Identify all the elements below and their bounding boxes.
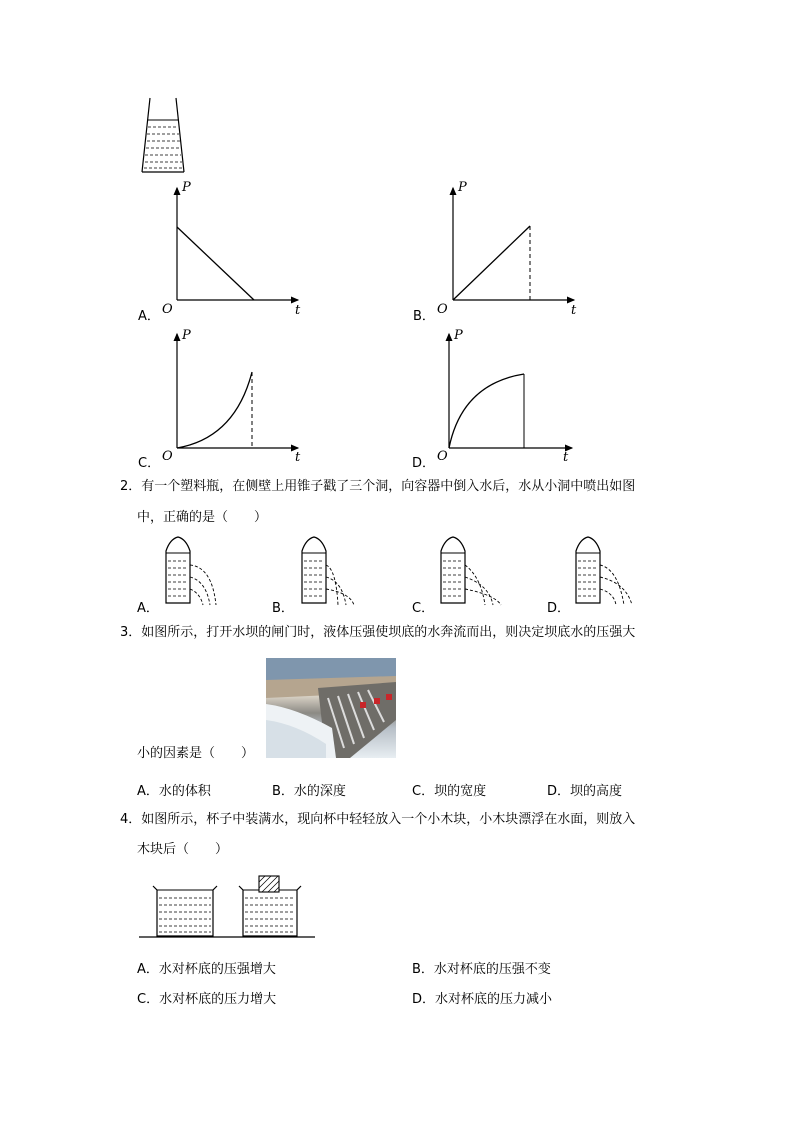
q3-stem-line1: 3．如图所示，打开水坝的闸门时，液体压强使坝底的水奔流而出，则决定坝底水的压强大: [120, 625, 636, 640]
graph-d-x-label: t: [563, 450, 569, 465]
q3-option-c[interactable]: C．坝的宽度: [412, 784, 487, 799]
q4-option-d[interactable]: D．水对杯底的压力减小: [412, 992, 553, 1007]
q4-stem-line2: 木块后（ ）: [137, 842, 229, 857]
option-d-label[interactable]: D．: [412, 456, 436, 471]
graph-a: [160, 178, 310, 313]
graph-a-origin: O: [162, 302, 173, 317]
graph-d-y-label: P: [454, 328, 463, 343]
graph-d-origin: O: [437, 449, 448, 464]
graph-a-y-label: P: [182, 180, 191, 195]
q4-option-c[interactable]: C．水对杯底的压力增大: [137, 992, 277, 1007]
q3-option-d[interactable]: D．坝的高度: [547, 784, 623, 799]
cups-figure: [135, 870, 320, 942]
q2-option-c[interactable]: C．: [412, 601, 435, 616]
q3-stem-line2: 小的因素是（ ）: [137, 746, 255, 761]
graph-b-y-label: P: [458, 180, 467, 195]
q3-option-a[interactable]: A．水的体积: [137, 784, 211, 799]
q4-option-b[interactable]: B．水对杯底的压强不变: [412, 962, 551, 977]
graph-b: [436, 178, 586, 313]
q2-option-b[interactable]: B．: [272, 601, 294, 616]
graph-c-y-label: P: [182, 328, 191, 343]
q2-option-d[interactable]: D．: [547, 601, 571, 616]
q4-option-a[interactable]: A．水对杯底的压强增大: [137, 962, 276, 977]
q2-stem-line1: 2．有一个塑料瓶，在侧壁上用锥子戳了三个洞，向容器中倒入水后，水从小洞中喷出如图: [120, 479, 636, 494]
q2-stem-line2: 中，正确的是（ ）: [137, 510, 268, 525]
option-b-label[interactable]: B．: [413, 309, 435, 324]
q4-stem-line1: 4．如图所示，杯子中装满水，现向杯中轻轻放入一个小木块，小木块漂浮在水面，则放入: [120, 812, 636, 827]
bottle-d-figure: [570, 533, 645, 608]
q3-option-b[interactable]: B．水的深度: [272, 784, 346, 799]
option-a-label[interactable]: A．: [138, 309, 160, 324]
graph-c-origin: O: [162, 449, 173, 464]
dam-photo: [266, 658, 396, 758]
q2-option-a[interactable]: A．: [137, 601, 159, 616]
graph-c-x-label: t: [295, 450, 301, 465]
graph-c: [160, 326, 310, 461]
tapered-container-figure: [130, 92, 200, 182]
graph-a-x-label: t: [295, 303, 301, 318]
graph-b-x-label: t: [571, 303, 577, 318]
graph-b-origin: O: [437, 302, 448, 317]
option-c-label[interactable]: C．: [138, 456, 161, 471]
bottle-c-figure: [435, 533, 510, 608]
bottle-b-figure: [296, 533, 371, 608]
graph-d: [432, 326, 582, 461]
bottle-a-figure: [160, 533, 235, 608]
